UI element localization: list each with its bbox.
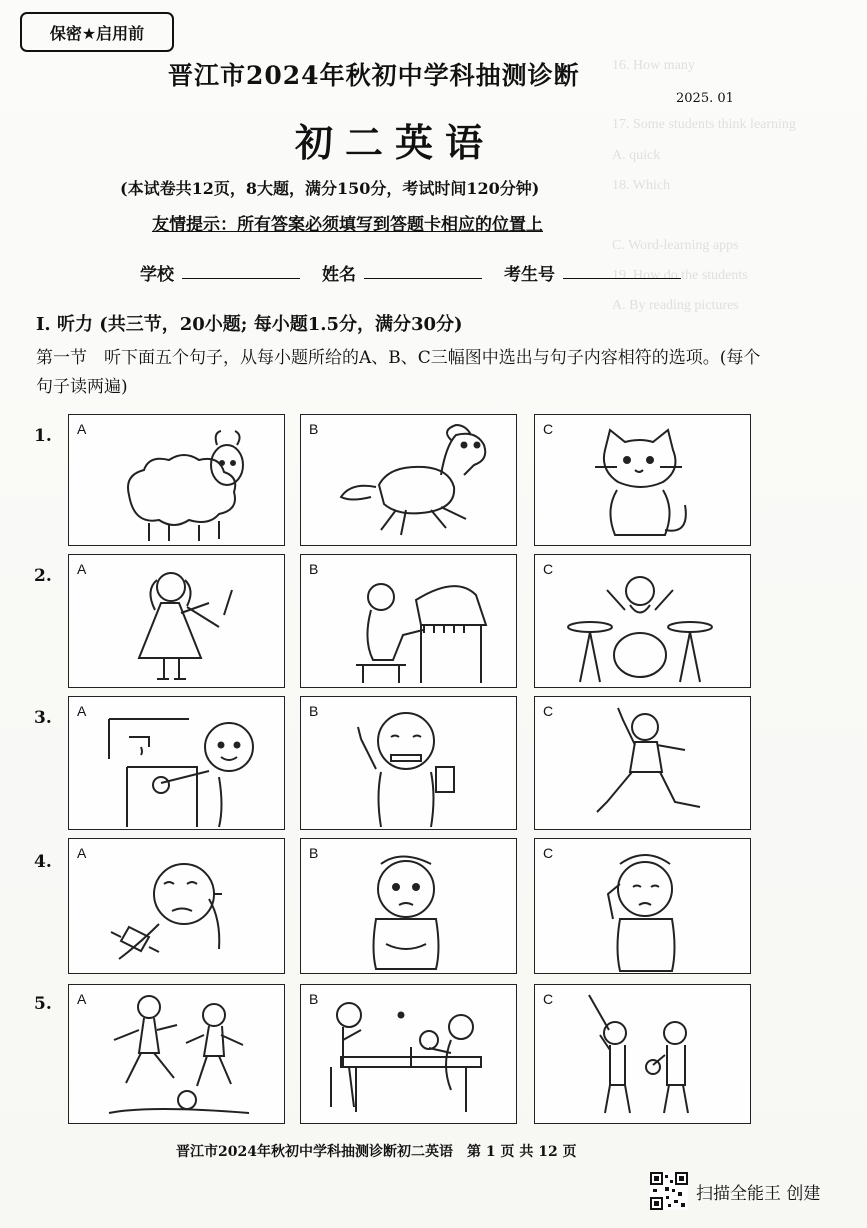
cat-icon (535, 415, 750, 545)
piano-girl-icon (301, 555, 516, 687)
scanner-brand: 扫描全能王 创建 (696, 1183, 821, 1204)
section-heading: Ⅰ. 听力 (共三节，20小题; 每小题1.5分，满分30分) (36, 314, 463, 335)
exam-title: 晋江市2024年秋初中学科抽测诊断 (168, 61, 580, 90)
option-3c[interactable] (534, 696, 751, 830)
bleed-through-text: 19. How do the students (612, 268, 748, 283)
option-letter: C (543, 991, 554, 1007)
option-letter: B (309, 421, 319, 437)
option-2b[interactable] (300, 554, 517, 688)
option-4a[interactable] (68, 838, 285, 974)
option-5a[interactable] (68, 984, 285, 1124)
exam-info: (本试卷共12页，8大题，满分150分，考试时间120分钟) (120, 179, 540, 198)
option-4c[interactable] (534, 838, 751, 974)
option-letter: A (77, 561, 87, 577)
baseball-icon (535, 985, 750, 1123)
school-blank[interactable] (182, 260, 300, 279)
bleed-through-text: C. Word-learning apps (612, 238, 739, 253)
question-number: 3. (34, 708, 52, 728)
option-2c[interactable] (534, 554, 751, 688)
sheep-icon (69, 415, 284, 545)
option-letter: B (309, 991, 319, 1007)
ping-pong-icon (301, 985, 516, 1123)
option-1b[interactable] (300, 414, 517, 546)
exam-number-label: 考生号 (504, 265, 555, 285)
option-letter: B (309, 561, 319, 577)
brushing-teeth-icon (301, 697, 516, 829)
violin-girl-icon (69, 555, 284, 687)
option-3b[interactable] (300, 696, 517, 830)
option-letter: A (77, 421, 87, 437)
exam-number-blank[interactable] (563, 260, 681, 279)
question-number: 5. (34, 994, 52, 1014)
candidate-fields (140, 260, 681, 285)
subject-title: 初二英语 (294, 120, 495, 165)
school-label: 学校 (140, 265, 174, 285)
bleed-through-text: A. quick (612, 148, 661, 163)
bleed-through-text: 18. Which (612, 178, 671, 193)
option-letter: C (543, 703, 554, 719)
scanner-watermark (650, 1172, 820, 1210)
option-5b[interactable] (300, 984, 517, 1124)
washing-hands-icon (69, 697, 284, 829)
exam-date: 2025. 01 (676, 91, 734, 106)
part1-instructions: 第一节 听下面五个句子，从每小题所给的A、B、C三幅图中选出与句子内容相符的选项。(每个句子读两遍) (36, 348, 761, 397)
option-letter: C (543, 421, 554, 437)
exercising-icon (535, 697, 750, 829)
option-1a[interactable] (68, 414, 285, 546)
bleed-through-text: 17. Some students think learning (612, 117, 796, 132)
option-letter: B (309, 703, 319, 719)
friendly-tip: 友情提示：所有答案必须填写到答题卡相应的位置上 (152, 215, 543, 235)
page-footer: 晋江市2024年秋初中学科抽测诊断初二英语 第 1 页 共 12 页 (176, 1144, 577, 1160)
option-letter: C (543, 845, 554, 861)
option-4b[interactable] (300, 838, 517, 974)
option-5c[interactable] (534, 984, 751, 1124)
bleed-through-text: A. By reading pictures (612, 298, 739, 313)
question-number: 2. (34, 566, 52, 586)
question-number: 4. (34, 852, 52, 872)
question-number: 1. (34, 426, 52, 446)
confidential-badge: 保密★启用前 (20, 12, 174, 52)
drums-girl-icon (535, 555, 750, 687)
option-letter: A (77, 703, 87, 719)
horse-icon (301, 415, 516, 545)
option-letter: C (543, 561, 554, 577)
option-letter: A (77, 845, 87, 861)
bleed-through-text: 16. How many (612, 58, 695, 73)
option-3a[interactable] (68, 696, 285, 830)
option-1c[interactable] (534, 414, 751, 546)
name-label: 姓名 (322, 265, 356, 285)
option-letter: A (77, 991, 87, 1007)
name-blank[interactable] (364, 260, 482, 279)
option-2a[interactable] (68, 554, 285, 688)
option-letter: B (309, 845, 319, 861)
toothache-icon (69, 839, 284, 973)
soccer-icon (69, 985, 284, 1123)
headache-icon (535, 839, 750, 973)
stomachache-icon (301, 839, 516, 973)
qr-code-icon (650, 1172, 688, 1210)
